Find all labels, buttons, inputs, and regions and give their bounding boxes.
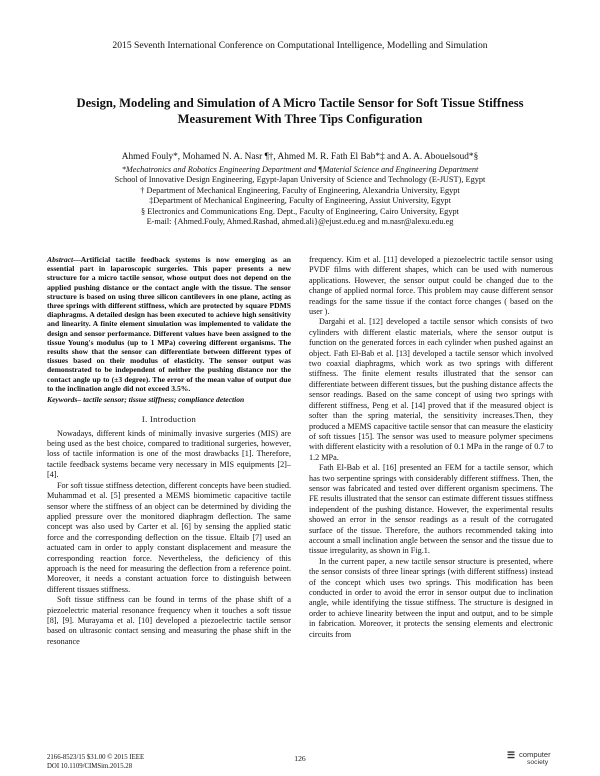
left-column <box>47 255 291 647</box>
abstract <box>47 255 291 393</box>
affiliation-line: *Mechatronics and Robotics Engineering Department and ¶Material Science and Engineering Department <box>121 165 479 174</box>
paragraph: In the current paper, a new tactile sensor structure is presented, where the sensor consists of three linear springs (with different stiffness) instead of the concept which uses two springs. This modification has been conducted in order to avoid the error in sensor output due to inclination angle, while identifying the tissue stiffness. The structure is designed in order to achieve linearity between the input and output, and to be simple in fabrication. Moreover, it protects the sensing elements and electronic circuits from <box>309 556 553 639</box>
paragraph: Soft tissue stiffness can be found in terms of the phase shift of a piezoelectric material resonance frequency when it touches a soft tissue [8], [9]. Murayama et al. [10] developed a piezoelectric tactile sensor based on ultrasonic contact sensing and measuring the phase shift in the resonance <box>47 595 291 646</box>
authors: Ahmed Fouly*, Mohamed N. A. Nasr ¶†, Ahmed M. R. Fath El Bab*‡ and A. A. Abouelsoud*§ <box>121 152 479 162</box>
affiliation-line: School of Innovative Design Engineering, Egypt-Japan University of Science and Technology (E-JUST), Egypt <box>114 175 486 185</box>
logo-mark-icon: ☰ <box>507 750 516 760</box>
logo-word-society: society <box>527 759 549 766</box>
conference-header: 2015 Seventh International Conference on Computational Intelligence, Modelling and Simulation <box>112 40 488 51</box>
affiliations <box>30 165 570 227</box>
affiliation-line: ‡Department of Mechanical Engineering, Faculty of Engineering, Assiut University, Egypt <box>149 196 451 206</box>
right-column <box>309 255 553 640</box>
paper-title <box>40 96 560 127</box>
email-line: E-mail: {Ahmed.Fouly, Ahmed.Rashad, ahmed.ali}@ejust.edu.eg and m.nasr@alexu.edu.eg <box>146 217 454 227</box>
title-line-2: Measurement With Three Tips Configuration <box>177 111 423 126</box>
affiliation-line: † Department of Mechanical Engineering, Faculty of Engineering, Alexandria University, Egypt <box>140 185 460 195</box>
abstract-label: Abstract <box>47 255 74 264</box>
paragraph: frequency. Kim et al. [11] developed a piezoelectric tactile sensor using PVDF films with different shapes, which can be used with numerous applications. However, the sensor output could be changed due to the change of applied normal force. This problem may cause different sensor readings for the same tissue if the contact force changes ( based on the user ). <box>309 255 553 317</box>
paragraph: Nowadays, different kinds of minimally invasive surgeries (MIS) are being used as the best choice, compared to traditional surgeries, however, loss of tactile information is one of the most drawbacks [1]. Therefore, tactile feedback systems became very necessary in MIS equipments [2]–[4]. <box>47 428 291 480</box>
paragraph: Fath El-Bab et al. [16] presented an FEM for a tactile sensor, which has two serpentine springs with considerably different stiffness. Then, the sensor was fabricated and tested over different organism specimens. The FE results illustrated that the sensor can estimate different tissues stiffness independent of the pushing distance. However, the experimental results showed an error in the sensor readings as a result of the corrugated surface of the tissue. Therefore, the authors recommended taking into account a small inclination angle between the sensor and the tissue due to tissue irregularity, as shown in Fig.1. <box>309 463 553 556</box>
page-number: 126 <box>294 754 306 763</box>
computer-society-logo <box>507 748 553 770</box>
title-line-1: Design, Modeling and Simulation of A Micro Tactile Sensor for Soft Tissue Stiffness <box>76 96 524 110</box>
paragraph: For soft tissue stiffness detection, different concepts have been studied. Muhammad et al. [5] presented a MEMS biomimetic capacitive tactile sensor where the stiffness of an object can be determined by dividing the applied pressure over the monitored diaphragm deflection. The same concept was also used by Carter et al. [6] by sensing the applied static force and the corresponding deflection on the tissue. Eltaib [7] used an actuated cam in order to apply constant displacement and measure the corresponding reaction force. Nevertheless, the deficiency of this approach is the need for measuring the deflection from a reference point. Moreover, it needs a constant actuation force to distinguish between different tissues stiffness. <box>47 480 291 594</box>
affiliation-line: § Electronics and Communications Eng. Dept., Faculty of Engineering, Cairo University, Egypt <box>141 206 459 216</box>
keywords: Keywords– tactile sensor; tissue stiffness; compliance detection <box>47 395 245 405</box>
doi-line: DOI 10.1109/CIMSim.2015.28 <box>47 762 133 770</box>
abstract-text: —Artificial tactile feedback systems is now emerging as an essential part in laparoscopic surgeries. This paper presents a new structure for a micro tactile sensor, whose output does not depend on the applied pushing distance or the contact angle with the tissue. The sensor structure is based on using three silicon cantilevers in one plane, acting as three springs with different stiffness, which are protected by square PDMS diaphragms. A detailed design has been executed to achieve high sensitivity and linearity. A finite element simulation was implemented to validate the design and sensor performance. Different values have been assigned to the tissue Young's modulus (up to 1 MPa) covering different organisms. The results show that the sensor can differentiate between different types of tissues based on their modulus of elasticity. The sensor output was demonstrated to be independent of neither the pushing distance nor the contact angle up to (±3 degree). The error of the mean value of output due to the inclination angle did not exceed 3.5%. <box>47 255 291 393</box>
logo-word-computer: computer <box>519 750 551 759</box>
section-heading: I. Introduction <box>141 414 197 425</box>
paragraph: Dargahi et al. [12] developed a tactile sensor which consists of two cylinders with different elastic materials, where the sensor output is function on the generated forces in each cylinder when pushed against an object. Fath El-Bab et al. [13] developed a tactile sensor which involved two coaxial diaphragms, which work as two springs with different stiffness. The finite element results illustrated that the sensor can differentiate between different tissues, but the pushing distance affects the sensor readings. Based on the same concept of using two springs with different stiffness, Peng et al. [14] proved that if the measured object is softer than the spring material, the sensitivity increases.Then, they produced a MEMS capacitive tactile sensor that can measure the elasticity of soft tissues [15]. The sensor was used to measure polymer specimens with different elasticity with a resolution of 0.1 MPa in the range of 0.7 to 1.2 MPa. <box>309 317 553 462</box>
issn-line: 2166-8523/15 $31.00 © 2015 IEEE <box>47 754 145 761</box>
